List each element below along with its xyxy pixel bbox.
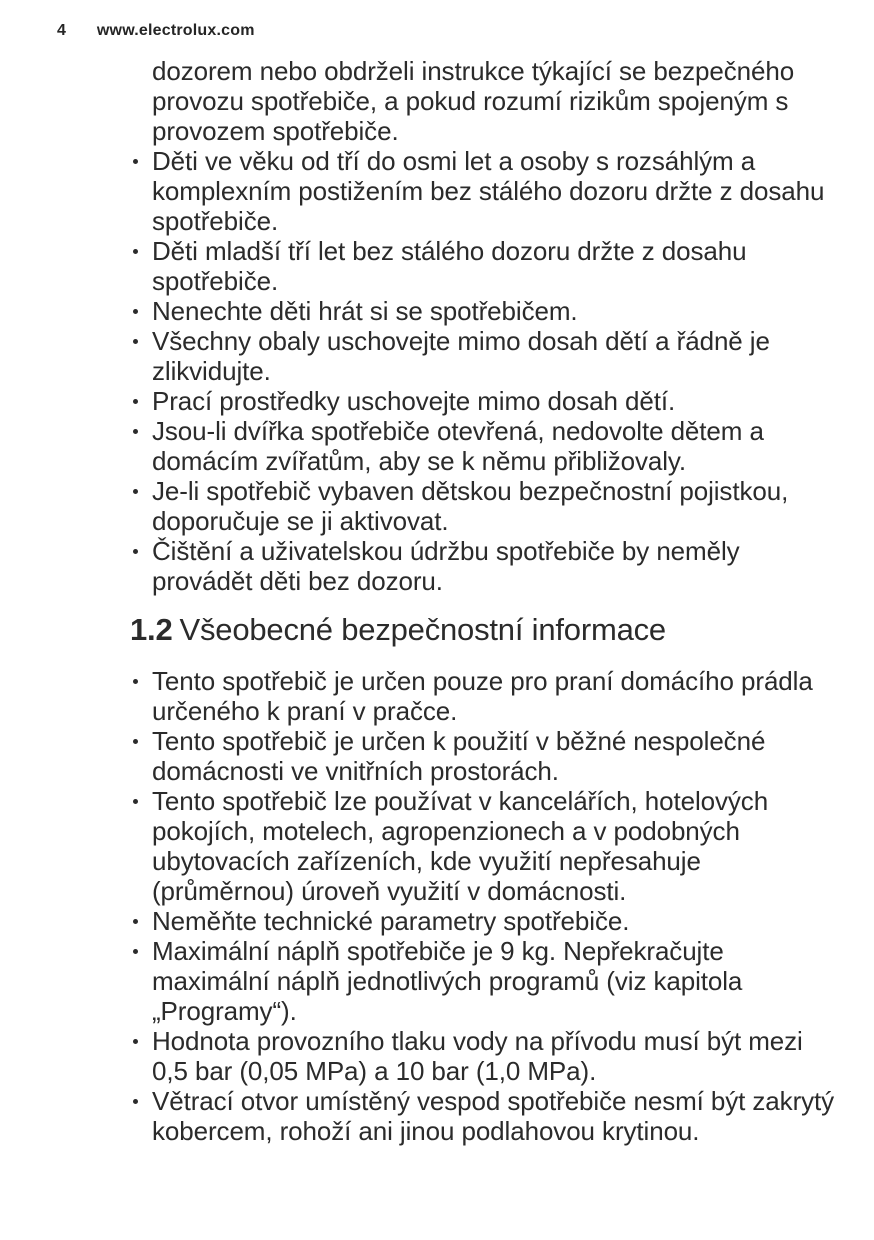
bullet-dot [133, 249, 138, 254]
safety-bullet-list-1 [130, 146, 836, 596]
page-content [130, 56, 836, 1146]
list-item-text: Hodnota provozního tlaku vody na přívodu musí být mezi 0,5 bar (0,05 MPa) a 10 bar (1,0 MPa). [152, 1026, 803, 1086]
list-item-text: Všechny obaly uschovejte mimo dosah dětí a řádně je zlikvidujte. [152, 326, 770, 386]
list-item-text: Tento spotřebič lze používat v kancelářích, hotelových pokojích, motelech, agropenzionech a v podobných ubytovacích zařízeních, kde využití nepřesahuje (průměrnou) úroveň využití v domácnosti. [152, 786, 769, 906]
list-item [130, 326, 836, 386]
list-item [130, 906, 836, 936]
list-item [130, 146, 836, 236]
page-number: 4 [57, 22, 66, 39]
list-item [130, 1086, 836, 1146]
list-item-text: Maximální náplň spotřebiče je 9 kg. Nepřekračujte maximální náplň jednotlivých programů (viz kapitola „Programy“). [152, 936, 743, 1026]
list-item [130, 536, 836, 596]
list-item [130, 296, 836, 326]
bullet-dot [133, 739, 138, 744]
continued-paragraph: dozorem nebo obdrželi instrukce týkající se bezpečného provozu spotřebiče, a pokud rozumí rizikům spojeným s provozem spotřebiče. [152, 56, 795, 146]
bullet-dot [133, 309, 138, 314]
list-item-text: Nenechte děti hrát si se spotřebičem. [152, 296, 578, 326]
section-heading [130, 610, 836, 650]
list-item-text: Čištění a uživatelskou údržbu spotřebiče by neměly provádět děti bez dozoru. [152, 536, 740, 596]
list-item-text: Prací prostředky uschovejte mimo dosah dětí. [152, 386, 676, 416]
section-heading-title: Všeobecné bezpečnostní informace [179, 612, 666, 647]
list-item [130, 666, 836, 726]
list-item [130, 416, 836, 476]
safety-bullet-list-2 [130, 666, 836, 1146]
list-item-text: Jsou-li dvířka spotřebiče otevřená, nedovolte dětem a domácím zvířatům, aby se k němu přibližovaly. [152, 416, 764, 476]
bullet-dot [133, 1039, 138, 1044]
website-url: www.electrolux.com [96, 22, 255, 39]
list-item-text: Děti mladší tří let bez stálého dozoru držte z dosahu spotřebiče. [152, 236, 747, 296]
bullet-dot [133, 339, 138, 344]
bullet-dot [133, 919, 138, 924]
bullet-dot [133, 399, 138, 404]
list-item-text: Větrací otvor umístěný vespod spotřebiče nesmí být zakrytý kobercem, rohoží ani jinou podlahovou krytinou. [152, 1086, 835, 1146]
page-header [57, 22, 255, 40]
list-item-text: Neměňte technické parametry spotřebiče. [152, 906, 630, 936]
list-item [130, 936, 836, 1026]
list-item-text: Tento spotřebič je určen k použití v běžné nespolečné domácnosti ve vnitřních prostorách. [152, 726, 766, 786]
list-item [130, 476, 836, 536]
section-heading-number: 1.2 [130, 612, 173, 647]
list-item-text: Děti ve věku od tří do osmi let a osoby s rozsáhlým a komplexním postižením bez stálého dozoru držte z dosahu spotřebiče. [152, 146, 825, 236]
list-item [130, 386, 836, 416]
list-item [130, 726, 836, 786]
bullet-dot [133, 549, 138, 554]
bullet-dot [133, 1099, 138, 1104]
bullet-dot [133, 159, 138, 164]
list-item-text: Tento spotřebič je určen pouze pro praní domácího prádla určeného k praní v pračce. [152, 666, 813, 726]
bullet-dot [133, 489, 138, 494]
list-item-text: Je-li spotřebič vybaven dětskou bezpečnostní pojistkou, doporučuje se ji aktivovat. [152, 476, 789, 536]
bullet-dot [133, 429, 138, 434]
list-item [130, 236, 836, 296]
bullet-dot [133, 949, 138, 954]
bullet-dot [133, 679, 138, 684]
list-item [130, 786, 836, 906]
bullet-dot [133, 799, 138, 804]
list-item [130, 1026, 836, 1086]
